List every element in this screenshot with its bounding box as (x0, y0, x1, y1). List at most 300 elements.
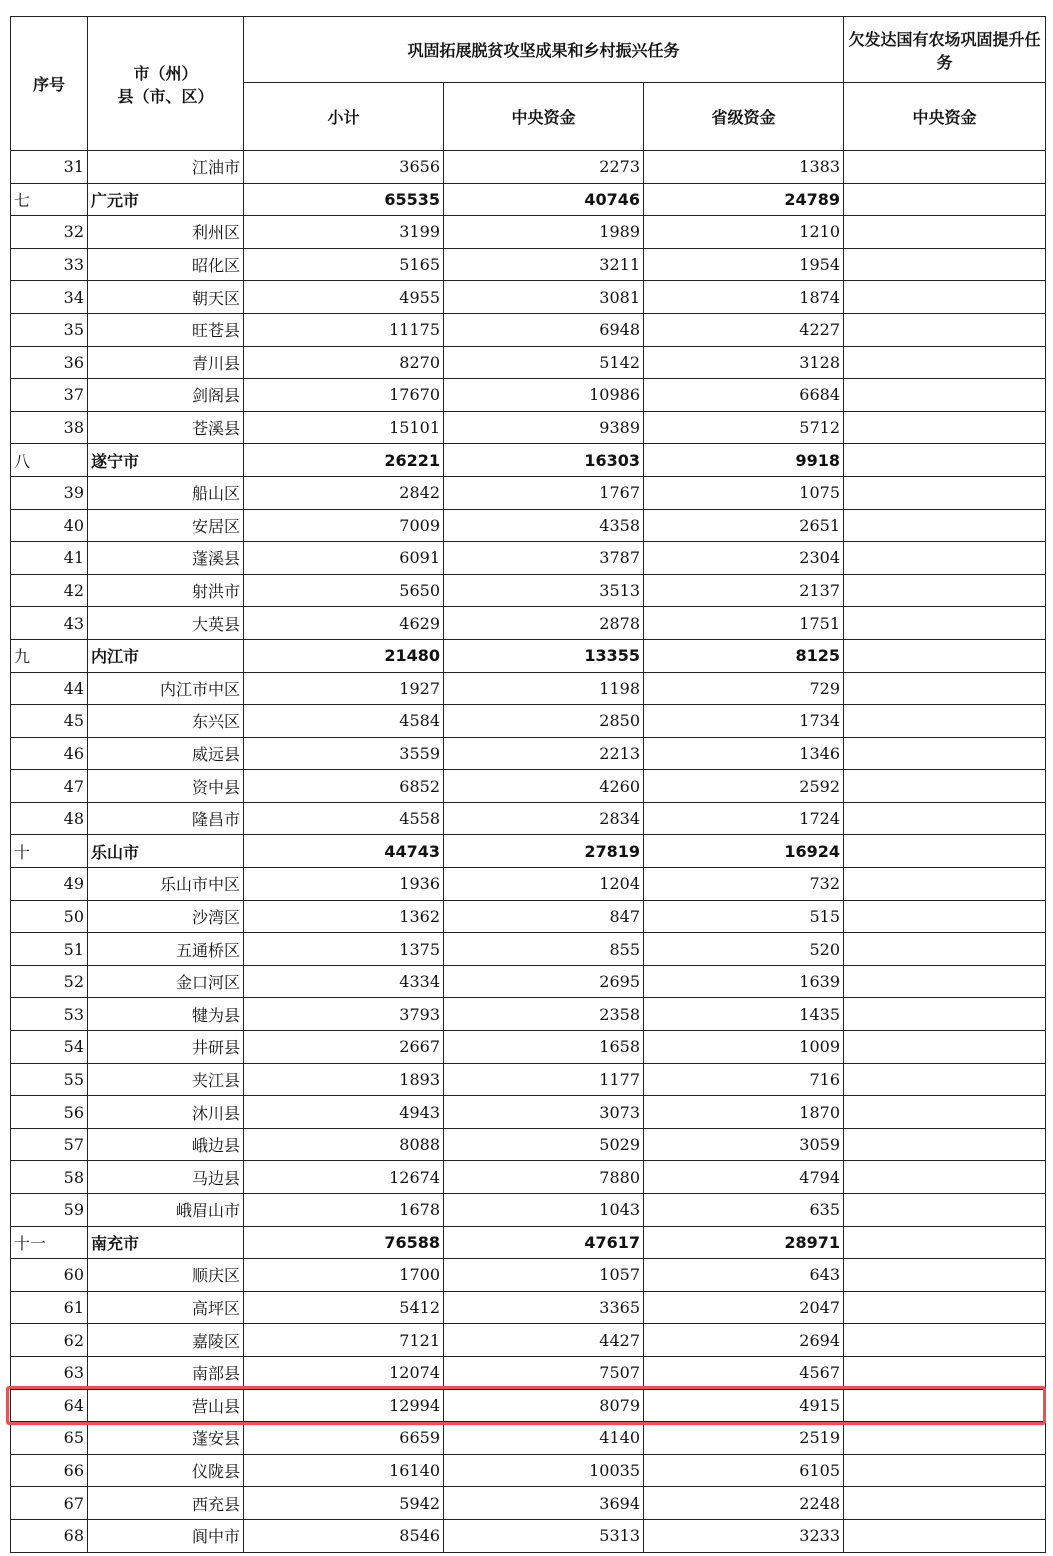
table-row (11, 770, 1046, 803)
table-row (11, 802, 1046, 835)
cell-provincial-funds: 2651 (644, 509, 844, 542)
cell-farm-central-funds (844, 1226, 1046, 1259)
cell-farm-central-funds (844, 444, 1046, 477)
cell-provincial-funds: 1639 (644, 965, 844, 998)
table-row (11, 281, 1046, 314)
cell-farm-central-funds (844, 607, 1046, 640)
cell-farm-central-funds (844, 835, 1046, 868)
cell-subtotal: 21480 (244, 639, 444, 672)
cell-provincial-funds: 5712 (644, 411, 844, 444)
cell-farm-central-funds (844, 346, 1046, 379)
table-row (11, 346, 1046, 379)
cell-central-funds: 6948 (444, 313, 644, 346)
cell-provincial-funds: 643 (644, 1259, 844, 1292)
cell-serial-number: 57 (11, 1128, 88, 1161)
cell-farm-central-funds (844, 1194, 1046, 1227)
cell-subtotal: 7009 (244, 509, 444, 542)
cell-central-funds: 1767 (444, 476, 644, 509)
cell-central-funds: 4140 (444, 1422, 644, 1455)
cell-region-name: 遂宁市 (88, 444, 244, 477)
cell-region-name: 利州区 (88, 216, 244, 249)
cell-provincial-funds: 16924 (644, 835, 844, 868)
cell-farm-central-funds (844, 1454, 1046, 1487)
cell-central-funds: 3694 (444, 1487, 644, 1520)
cell-provincial-funds: 4567 (644, 1356, 844, 1389)
cell-region-name: 峨边县 (88, 1128, 244, 1161)
cell-provincial-funds: 3233 (644, 1519, 844, 1552)
table-row (11, 1096, 1046, 1129)
cell-region-name: 资中县 (88, 770, 244, 803)
cell-region-name: 顺庆区 (88, 1259, 244, 1292)
table-row (11, 1128, 1046, 1161)
cell-region-name: 剑阁县 (88, 379, 244, 412)
cell-region-name: 南部县 (88, 1356, 244, 1389)
cell-farm-central-funds (844, 1389, 1046, 1422)
cell-region-name: 马边县 (88, 1161, 244, 1194)
header-region-line1: 市（州） (133, 63, 198, 83)
table-group-row (11, 444, 1046, 477)
header-region-line2: 县（市、区） (117, 86, 214, 106)
cell-region-name: 营山县 (88, 1389, 244, 1422)
cell-region-name: 广元市 (88, 183, 244, 216)
cell-serial-number: 八 (11, 444, 88, 477)
cell-region-name: 蓬溪县 (88, 542, 244, 575)
cell-region-name: 船山区 (88, 476, 244, 509)
cell-subtotal: 8088 (244, 1128, 444, 1161)
cell-central-funds: 3787 (444, 542, 644, 575)
cell-subtotal: 3793 (244, 998, 444, 1031)
cell-central-funds: 1043 (444, 1194, 644, 1227)
table-row (11, 216, 1046, 249)
table-body (11, 151, 1046, 1553)
cell-farm-central-funds (844, 281, 1046, 314)
table-row (11, 151, 1046, 184)
cell-serial-number: 42 (11, 574, 88, 607)
cell-central-funds: 4358 (444, 509, 644, 542)
table-row (11, 1063, 1046, 1096)
cell-region-name: 南充市 (88, 1226, 244, 1259)
table-row (11, 1194, 1046, 1227)
cell-central-funds: 3365 (444, 1291, 644, 1324)
cell-farm-central-funds (844, 1519, 1046, 1552)
cell-serial-number: 36 (11, 346, 88, 379)
table-row (11, 1519, 1046, 1552)
cell-farm-central-funds (844, 737, 1046, 770)
cell-farm-central-funds (844, 542, 1046, 575)
cell-serial-number: 46 (11, 737, 88, 770)
cell-region-name: 乐山市中区 (88, 868, 244, 901)
cell-central-funds: 1658 (444, 1031, 644, 1064)
cell-provincial-funds: 1874 (644, 281, 844, 314)
cell-subtotal: 12674 (244, 1161, 444, 1194)
table-row (11, 1356, 1046, 1389)
cell-farm-central-funds (844, 411, 1046, 444)
cell-subtotal: 1893 (244, 1063, 444, 1096)
cell-serial-number: 50 (11, 900, 88, 933)
cell-subtotal: 1927 (244, 672, 444, 705)
cell-region-name: 仪陇县 (88, 1454, 244, 1487)
cell-subtotal: 5165 (244, 248, 444, 281)
cell-farm-central-funds (844, 868, 1046, 901)
cell-central-funds: 4427 (444, 1324, 644, 1357)
cell-provincial-funds: 4794 (644, 1161, 844, 1194)
table-row (11, 574, 1046, 607)
cell-farm-central-funds (844, 1324, 1046, 1357)
cell-subtotal: 12994 (244, 1389, 444, 1422)
table-row (11, 379, 1046, 412)
cell-provincial-funds: 4915 (644, 1389, 844, 1422)
cell-central-funds: 855 (444, 933, 644, 966)
cell-central-funds: 1989 (444, 216, 644, 249)
cell-provincial-funds: 1870 (644, 1096, 844, 1129)
table-row (11, 1161, 1046, 1194)
cell-region-name: 东兴区 (88, 705, 244, 738)
cell-subtotal: 6091 (244, 542, 444, 575)
document-page (10, 16, 1045, 1553)
cell-central-funds: 27819 (444, 835, 644, 868)
cell-subtotal: 26221 (244, 444, 444, 477)
cell-provincial-funds: 1954 (644, 248, 844, 281)
cell-central-funds: 5313 (444, 1519, 644, 1552)
cell-farm-central-funds (844, 900, 1046, 933)
cell-farm-central-funds (844, 1161, 1046, 1194)
cell-region-name: 威远县 (88, 737, 244, 770)
cell-farm-central-funds (844, 313, 1046, 346)
table-group-row (11, 1226, 1046, 1259)
cell-provincial-funds: 1724 (644, 802, 844, 835)
cell-provincial-funds: 1346 (644, 737, 844, 770)
cell-provincial-funds: 4227 (644, 313, 844, 346)
cell-central-funds: 847 (444, 900, 644, 933)
cell-serial-number: 47 (11, 770, 88, 803)
cell-central-funds: 10035 (444, 1454, 644, 1487)
cell-farm-central-funds (844, 802, 1046, 835)
cell-farm-central-funds (844, 1356, 1046, 1389)
cell-farm-central-funds (844, 965, 1046, 998)
cell-serial-number: 59 (11, 1194, 88, 1227)
cell-serial-number: 38 (11, 411, 88, 444)
table-row (11, 509, 1046, 542)
cell-central-funds: 2834 (444, 802, 644, 835)
table-row (11, 900, 1046, 933)
cell-serial-number: 十一 (11, 1226, 88, 1259)
cell-farm-central-funds (844, 509, 1046, 542)
cell-central-funds: 3073 (444, 1096, 644, 1129)
cell-subtotal: 1375 (244, 933, 444, 966)
cell-provincial-funds: 2047 (644, 1291, 844, 1324)
cell-region-name: 乐山市 (88, 835, 244, 868)
cell-region-name: 沙湾区 (88, 900, 244, 933)
cell-subtotal: 17670 (244, 379, 444, 412)
table-row (11, 737, 1046, 770)
table-row (11, 1422, 1046, 1455)
cell-serial-number: 65 (11, 1422, 88, 1455)
cell-region-name: 青川县 (88, 346, 244, 379)
cell-central-funds: 1204 (444, 868, 644, 901)
cell-central-funds: 9389 (444, 411, 644, 444)
table-group-row (11, 639, 1046, 672)
cell-serial-number: 34 (11, 281, 88, 314)
header-central-funds: 中央资金 (444, 83, 644, 151)
cell-provincial-funds: 520 (644, 933, 844, 966)
cell-serial-number: 67 (11, 1487, 88, 1520)
cell-central-funds: 2695 (444, 965, 644, 998)
header-group-farm: 欠发达国有农场巩固提升任务 (844, 17, 1046, 83)
cell-central-funds: 13355 (444, 639, 644, 672)
cell-subtotal: 1700 (244, 1259, 444, 1292)
cell-farm-central-funds (844, 770, 1046, 803)
table-row (11, 1454, 1046, 1487)
cell-region-name: 五通桥区 (88, 933, 244, 966)
cell-central-funds: 3513 (444, 574, 644, 607)
cell-region-name: 金口河区 (88, 965, 244, 998)
header-region (88, 17, 244, 151)
cell-region-name: 苍溪县 (88, 411, 244, 444)
cell-farm-central-funds (844, 1096, 1046, 1129)
cell-region-name: 江油市 (88, 151, 244, 184)
cell-serial-number: 37 (11, 379, 88, 412)
cell-provincial-funds: 6105 (644, 1454, 844, 1487)
cell-serial-number: 41 (11, 542, 88, 575)
cell-subtotal: 15101 (244, 411, 444, 444)
cell-serial-number: 39 (11, 476, 88, 509)
cell-subtotal: 4558 (244, 802, 444, 835)
cell-region-name: 峨眉山市 (88, 1194, 244, 1227)
table-row (11, 933, 1046, 966)
cell-subtotal: 3656 (244, 151, 444, 184)
cell-serial-number: 45 (11, 705, 88, 738)
cell-provincial-funds: 28971 (644, 1226, 844, 1259)
table-row (11, 672, 1046, 705)
cell-provincial-funds: 1383 (644, 151, 844, 184)
cell-serial-number: 64 (11, 1389, 88, 1422)
cell-provincial-funds: 2248 (644, 1487, 844, 1520)
cell-farm-central-funds (844, 1128, 1046, 1161)
cell-central-funds: 40746 (444, 183, 644, 216)
funding-table (10, 16, 1046, 1553)
cell-serial-number: 61 (11, 1291, 88, 1324)
cell-serial-number: 七 (11, 183, 88, 216)
cell-serial-number: 53 (11, 998, 88, 1031)
cell-central-funds: 2273 (444, 151, 644, 184)
cell-provincial-funds: 2592 (644, 770, 844, 803)
cell-region-name: 西充县 (88, 1487, 244, 1520)
cell-subtotal: 44743 (244, 835, 444, 868)
cell-provincial-funds: 732 (644, 868, 844, 901)
cell-farm-central-funds (844, 1063, 1046, 1096)
cell-provincial-funds: 2137 (644, 574, 844, 607)
cell-farm-central-funds (844, 639, 1046, 672)
cell-region-name: 阆中市 (88, 1519, 244, 1552)
cell-serial-number: 32 (11, 216, 88, 249)
cell-provincial-funds: 1009 (644, 1031, 844, 1064)
cell-subtotal: 76588 (244, 1226, 444, 1259)
cell-subtotal: 1936 (244, 868, 444, 901)
cell-farm-central-funds (844, 672, 1046, 705)
cell-farm-central-funds (844, 998, 1046, 1031)
cell-subtotal: 1678 (244, 1194, 444, 1227)
cell-subtotal: 5942 (244, 1487, 444, 1520)
cell-central-funds: 5142 (444, 346, 644, 379)
cell-serial-number: 48 (11, 802, 88, 835)
table-row (11, 705, 1046, 738)
table-row (11, 998, 1046, 1031)
cell-subtotal: 1362 (244, 900, 444, 933)
cell-central-funds: 7880 (444, 1161, 644, 1194)
cell-region-name: 犍为县 (88, 998, 244, 1031)
cell-serial-number: 33 (11, 248, 88, 281)
cell-subtotal: 2667 (244, 1031, 444, 1064)
table-group-row (11, 183, 1046, 216)
cell-serial-number: 66 (11, 1454, 88, 1487)
cell-region-name: 内江市 (88, 639, 244, 672)
cell-region-name: 朝天区 (88, 281, 244, 314)
cell-region-name: 井研县 (88, 1031, 244, 1064)
cell-farm-central-funds (844, 933, 1046, 966)
cell-serial-number: 40 (11, 509, 88, 542)
cell-central-funds: 47617 (444, 1226, 644, 1259)
cell-serial-number: 51 (11, 933, 88, 966)
cell-provincial-funds: 635 (644, 1194, 844, 1227)
cell-farm-central-funds (844, 216, 1046, 249)
cell-serial-number: 49 (11, 868, 88, 901)
cell-farm-central-funds (844, 1291, 1046, 1324)
cell-serial-number: 十 (11, 835, 88, 868)
cell-subtotal: 4955 (244, 281, 444, 314)
cell-subtotal: 12074 (244, 1356, 444, 1389)
cell-serial-number: 55 (11, 1063, 88, 1096)
cell-central-funds: 2878 (444, 607, 644, 640)
cell-region-name: 沐川县 (88, 1096, 244, 1129)
cell-region-name: 大英县 (88, 607, 244, 640)
cell-serial-number: 31 (11, 151, 88, 184)
cell-central-funds: 2850 (444, 705, 644, 738)
cell-subtotal: 8546 (244, 1519, 444, 1552)
cell-central-funds: 7507 (444, 1356, 644, 1389)
cell-serial-number: 52 (11, 965, 88, 998)
cell-farm-central-funds (844, 705, 1046, 738)
cell-subtotal: 11175 (244, 313, 444, 346)
table-group-row (11, 835, 1046, 868)
cell-subtotal: 5412 (244, 1291, 444, 1324)
cell-farm-central-funds (844, 1259, 1046, 1292)
header-provincial-funds: 省级资金 (644, 83, 844, 151)
cell-subtotal: 65535 (244, 183, 444, 216)
cell-provincial-funds: 1210 (644, 216, 844, 249)
cell-provincial-funds: 1075 (644, 476, 844, 509)
cell-farm-central-funds (844, 151, 1046, 184)
cell-serial-number: 44 (11, 672, 88, 705)
cell-central-funds: 3211 (444, 248, 644, 281)
cell-central-funds: 1177 (444, 1063, 644, 1096)
cell-region-name: 内江市中区 (88, 672, 244, 705)
cell-subtotal: 7121 (244, 1324, 444, 1357)
cell-serial-number: 九 (11, 639, 88, 672)
cell-serial-number: 56 (11, 1096, 88, 1129)
cell-subtotal: 4334 (244, 965, 444, 998)
cell-central-funds: 2213 (444, 737, 644, 770)
cell-central-funds: 5029 (444, 1128, 644, 1161)
cell-provincial-funds: 1751 (644, 607, 844, 640)
cell-central-funds: 16303 (444, 444, 644, 477)
cell-provincial-funds: 2519 (644, 1422, 844, 1455)
cell-central-funds: 3081 (444, 281, 644, 314)
cell-subtotal: 4943 (244, 1096, 444, 1129)
header-subtotal: 小计 (244, 83, 444, 151)
cell-region-name: 射洪市 (88, 574, 244, 607)
cell-region-name: 昭化区 (88, 248, 244, 281)
cell-subtotal: 8270 (244, 346, 444, 379)
cell-region-name: 高坪区 (88, 1291, 244, 1324)
cell-provincial-funds: 2694 (644, 1324, 844, 1357)
cell-region-name: 蓬安县 (88, 1422, 244, 1455)
cell-central-funds: 1057 (444, 1259, 644, 1292)
cell-provincial-funds: 2304 (644, 542, 844, 575)
cell-region-name: 夹江县 (88, 1063, 244, 1096)
cell-subtotal: 2842 (244, 476, 444, 509)
table-row (11, 1291, 1046, 1324)
cell-provincial-funds: 3059 (644, 1128, 844, 1161)
cell-subtotal: 5650 (244, 574, 444, 607)
table-row (11, 313, 1046, 346)
cell-subtotal: 4584 (244, 705, 444, 738)
cell-farm-central-funds (844, 1487, 1046, 1520)
cell-region-name: 旺苍县 (88, 313, 244, 346)
cell-serial-number: 58 (11, 1161, 88, 1194)
cell-subtotal: 3559 (244, 737, 444, 770)
cell-serial-number: 62 (11, 1324, 88, 1357)
cell-central-funds: 10986 (444, 379, 644, 412)
cell-provincial-funds: 1734 (644, 705, 844, 738)
table-row (11, 411, 1046, 444)
cell-serial-number: 35 (11, 313, 88, 346)
cell-subtotal: 6659 (244, 1422, 444, 1455)
table-row (11, 868, 1046, 901)
header-farm-central-funds: 中央资金 (844, 83, 1046, 151)
cell-provincial-funds: 515 (644, 900, 844, 933)
cell-provincial-funds: 729 (644, 672, 844, 705)
table-row (11, 1324, 1046, 1357)
cell-serial-number: 60 (11, 1259, 88, 1292)
cell-region-name: 安居区 (88, 509, 244, 542)
table-row (11, 1389, 1046, 1422)
table-row (11, 1031, 1046, 1064)
cell-central-funds: 2358 (444, 998, 644, 1031)
table-row (11, 542, 1046, 575)
cell-farm-central-funds (844, 248, 1046, 281)
cell-central-funds: 8079 (444, 1389, 644, 1422)
cell-provincial-funds: 1435 (644, 998, 844, 1031)
cell-provincial-funds: 3128 (644, 346, 844, 379)
cell-serial-number: 68 (11, 1519, 88, 1552)
cell-region-name: 隆昌市 (88, 802, 244, 835)
table-row (11, 607, 1046, 640)
cell-farm-central-funds (844, 1422, 1046, 1455)
header-serial-number: 序号 (11, 17, 88, 151)
header-group-main: 巩固拓展脱贫攻坚成果和乡村振兴任务 (244, 17, 844, 83)
cell-farm-central-funds (844, 574, 1046, 607)
cell-farm-central-funds (844, 379, 1046, 412)
cell-subtotal: 6852 (244, 770, 444, 803)
cell-serial-number: 63 (11, 1356, 88, 1389)
table-row (11, 1487, 1046, 1520)
cell-provincial-funds: 716 (644, 1063, 844, 1096)
cell-farm-central-funds (844, 183, 1046, 216)
cell-central-funds: 1198 (444, 672, 644, 705)
cell-provincial-funds: 24789 (644, 183, 844, 216)
cell-provincial-funds: 8125 (644, 639, 844, 672)
cell-farm-central-funds (844, 476, 1046, 509)
